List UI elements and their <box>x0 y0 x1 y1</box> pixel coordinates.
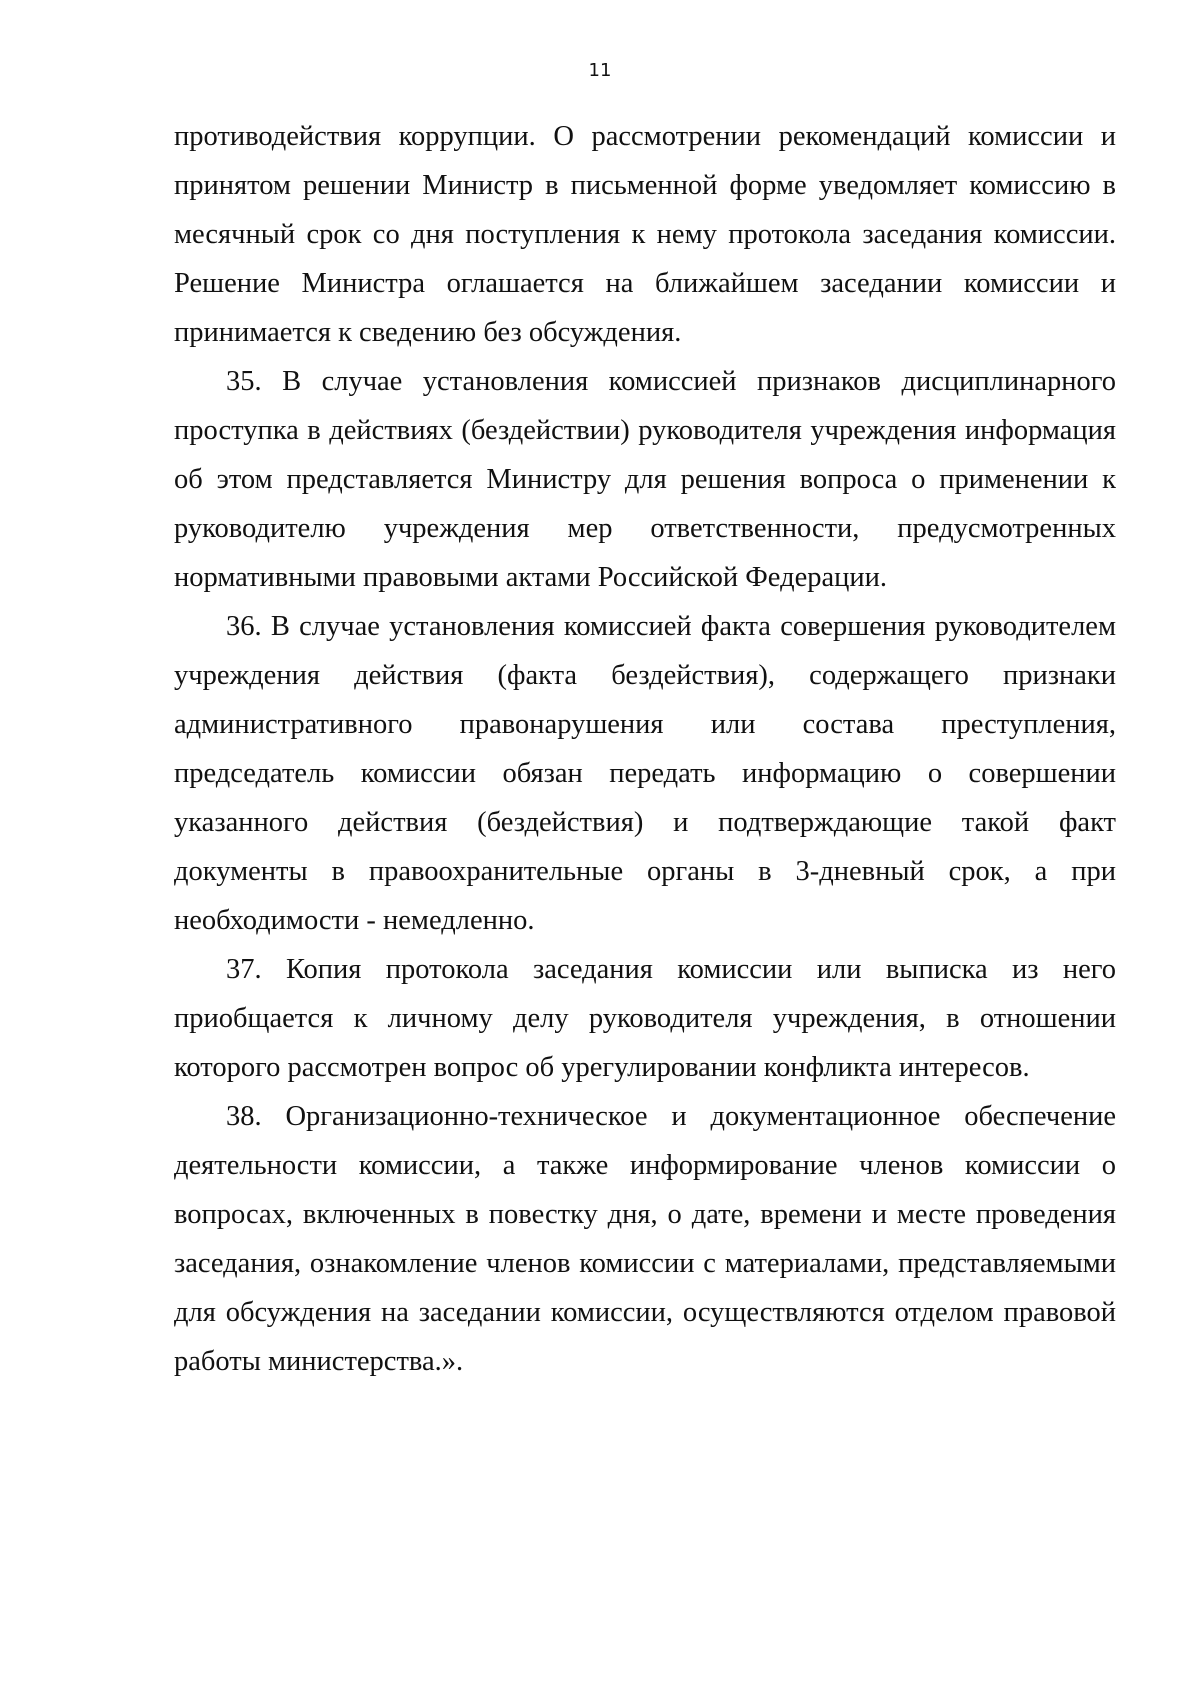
page-number: 11 <box>588 60 612 81</box>
document-body <box>174 112 1116 1386</box>
paragraph-continuation: противодействия коррупции. О рассмотрении рекомендаций комиссии и принятом решении Министр в письменной форме уведомляет комиссию в месячный срок со дня поступления к нему протокола заседания комиссии. Решение Министра оглашается на ближайшем заседании комиссии и принимается к сведению без обсуждения. <box>174 121 1116 348</box>
paragraph-38: 38. Организационно-техническое и документационное обеспечение деятельности комиссии, а также информирование членов комиссии о вопросах, включенных в повестку дня, о дате, времени и месте проведения заседания, ознакомление членов комиссии с материалами, представляемыми для обсуждения на заседании комиссии, осуществляются отделом правовой работы министерства.». <box>174 1101 1116 1377</box>
paragraph-36: 36. В случае установления комиссией факта совершения руководителем учреждения действия (факта бездействия), содержащего признаки административного правонарушения или состава преступления, председатель комиссии обязан передать информацию о совершении указанного действия (бездействия) и подтверждающие такой факт документы в правоохранительные органы в 3-дневный срок, а при необходимости - немедленно. <box>174 611 1116 936</box>
paragraph-37: 37. Копия протокола заседания комиссии или выписка из него приобщается к личному делу руководителя учреждения, в отношении которого рассмотрен вопрос об урегулировании конфликта интересов. <box>174 954 1116 1083</box>
paragraph-35: 35. В случае установления комиссией признаков дисциплинарного проступка в действиях (бездействии) руководителя учреждения информация об этом представляется Министру для решения вопроса о применении к руководителю учреждения мер ответственности, предусмотренных нормативными правовыми актами Российской Федерации. <box>174 366 1116 593</box>
